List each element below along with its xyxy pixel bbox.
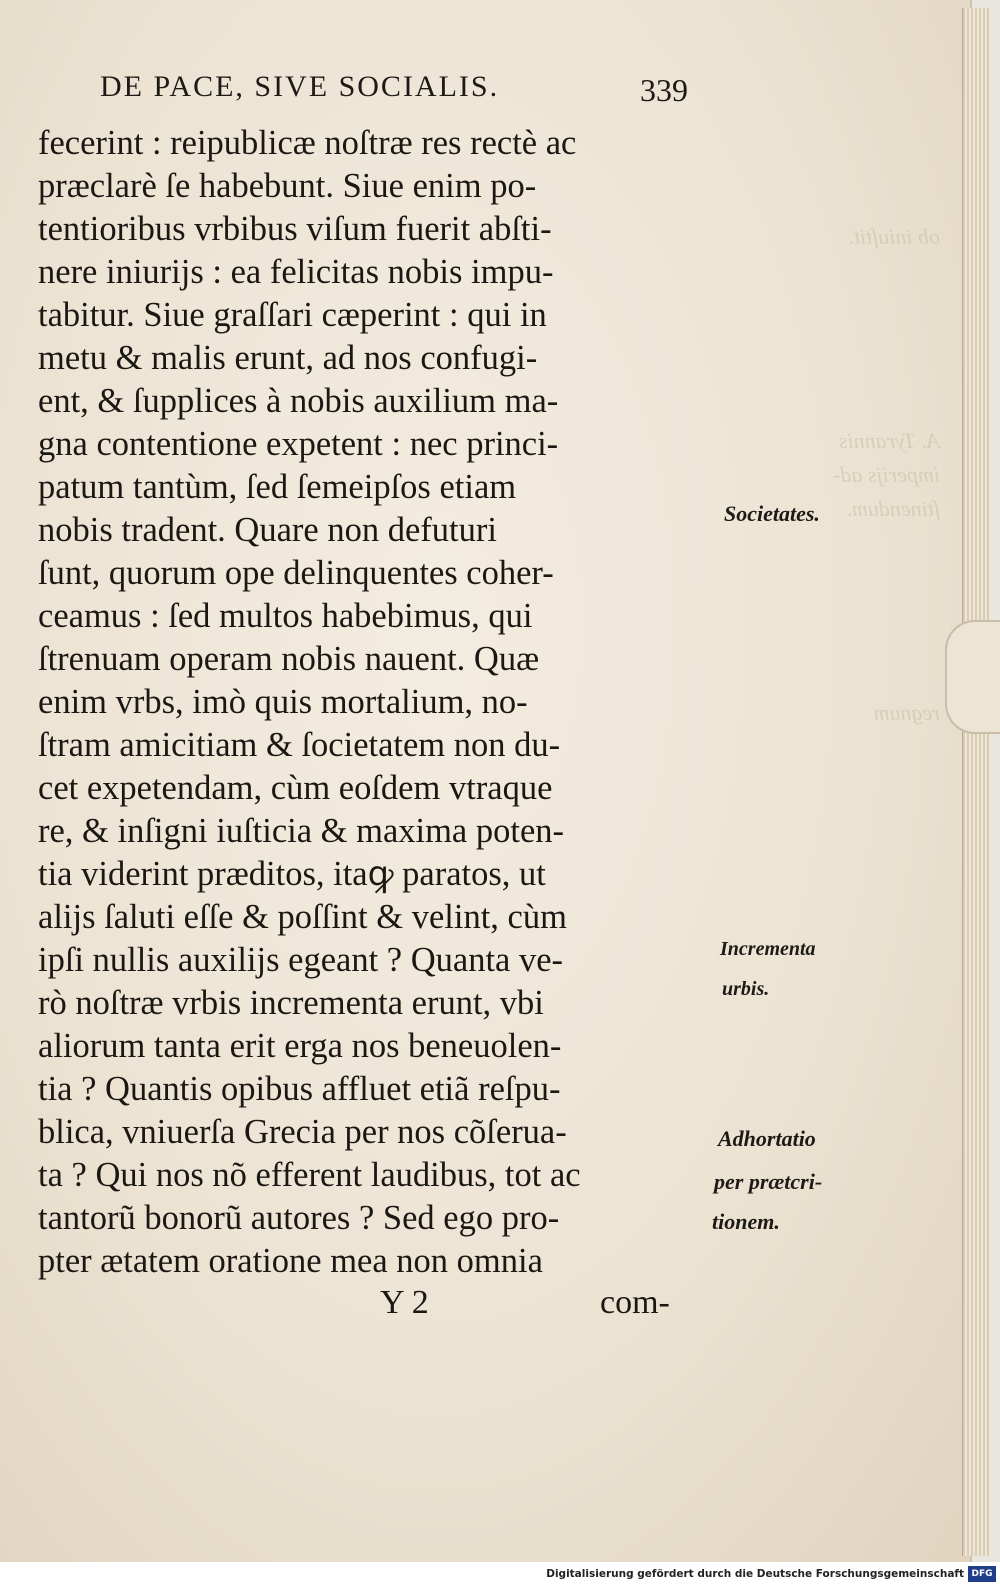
text-line: gna contentione expetent : nec princi-	[38, 425, 559, 463]
text-line: ſunt, quorum ope delinquentes coher-	[38, 554, 554, 592]
bleed-through-line: ſtinendum.	[846, 496, 940, 521]
bleed-through-line: imperijs ad-	[833, 462, 940, 487]
text-line: alijs ſaluti eſſe & poſſint & velint, cùm	[38, 898, 567, 936]
marginal-note-adhortatio-cont: per prætcri-	[714, 1169, 823, 1194]
text-line: ipſi nullis auxilijs egeant ? Quanta ve-	[38, 941, 564, 979]
text-line: tia viderint præditos, itaꝙ paratos, ut	[38, 855, 546, 893]
text-line: patum tantùm, ſed ſemeipſos etiam	[38, 468, 517, 506]
text-line: rò noſtræ vrbis incrementa erunt, vbi	[38, 984, 544, 1022]
body-text	[38, 122, 738, 1283]
dfg-logo: DFG	[968, 1566, 996, 1582]
text-line: ta ? Qui nos nõ efferent laudibus, tot ac	[38, 1156, 581, 1194]
text-line: tantorũ bonorũ autores ? Sed ego pro-	[38, 1199, 560, 1237]
text-line: aliorum tanta erit erga nos beneuolen-	[38, 1027, 562, 1065]
text-line: tentioribus vrbibus viſum fuerit abſti-	[38, 210, 552, 248]
text-line: blica, vniuerſa Grecia per nos cõſerua-	[38, 1113, 567, 1151]
signature-mark: Y 2	[380, 1284, 429, 1321]
text-line: re, & inſigni iuſticia & maxima poten-	[38, 812, 565, 850]
text-line: ſtrenuam operam nobis nauent. Quæ	[38, 640, 540, 678]
marginal-note-incrementa-cont: urbis.	[722, 978, 770, 1000]
page-edges	[962, 8, 991, 1556]
text-line: tabitur. Siue graſſari cæperint : qui in	[38, 296, 547, 334]
marginal-note-adhortatio-end: tionem.	[712, 1209, 780, 1234]
text-line: cet expetendam, cùm eoſdem vtraque	[38, 769, 553, 807]
text-line: ent, & ſupplices à nobis auxilium ma-	[38, 382, 559, 420]
page-number: 339	[640, 72, 688, 108]
text-line: pter ætatem oratione mea non omnia	[38, 1242, 543, 1280]
text-line: tia ? Quantis opibus affluet etiã reſpu-	[38, 1070, 561, 1108]
marginal-note-incrementa: Incrementa	[720, 938, 816, 960]
text-line: ceamus : ſed multos habebimus, qui	[38, 597, 533, 635]
bleed-through-line: A. Tyrannis	[838, 428, 940, 453]
marginal-note-adhortatio: Adhortatio	[718, 1126, 816, 1151]
text-line: ſtram amicitiam & ſocietatem non du-	[38, 726, 561, 764]
text-line: metu & malis erunt, ad nos confugi-	[38, 339, 538, 377]
text-line: præclarè ſe habebunt. Siue enim po-	[38, 167, 537, 205]
text-line: fecerint : reipublicæ noſtræ res rectè ac	[38, 124, 577, 162]
bleed-through-text	[740, 220, 940, 730]
text-line: nere iniurijs : ea felicitas nobis impu-	[38, 253, 554, 291]
text-line: nobis tradent. Quare non defuturi	[38, 511, 497, 549]
running-head: DE PACE, SIVE SOCIALIS.	[100, 70, 500, 103]
catchword: com-	[600, 1284, 670, 1321]
credit-text: Digitalisierung gefördert durch die Deutsche Forschungsgemeinschaft	[546, 1568, 964, 1580]
bleed-through-line: regnum	[873, 700, 940, 725]
bleed-through-line: ob iniuſtit.	[848, 224, 940, 249]
book-clasp-tab	[945, 620, 1000, 734]
text-line: enim vrbs, imò quis mortalium, no-	[38, 683, 528, 721]
credit-bar	[0, 1562, 1000, 1588]
marginal-note-societates: Societates.	[724, 501, 820, 526]
